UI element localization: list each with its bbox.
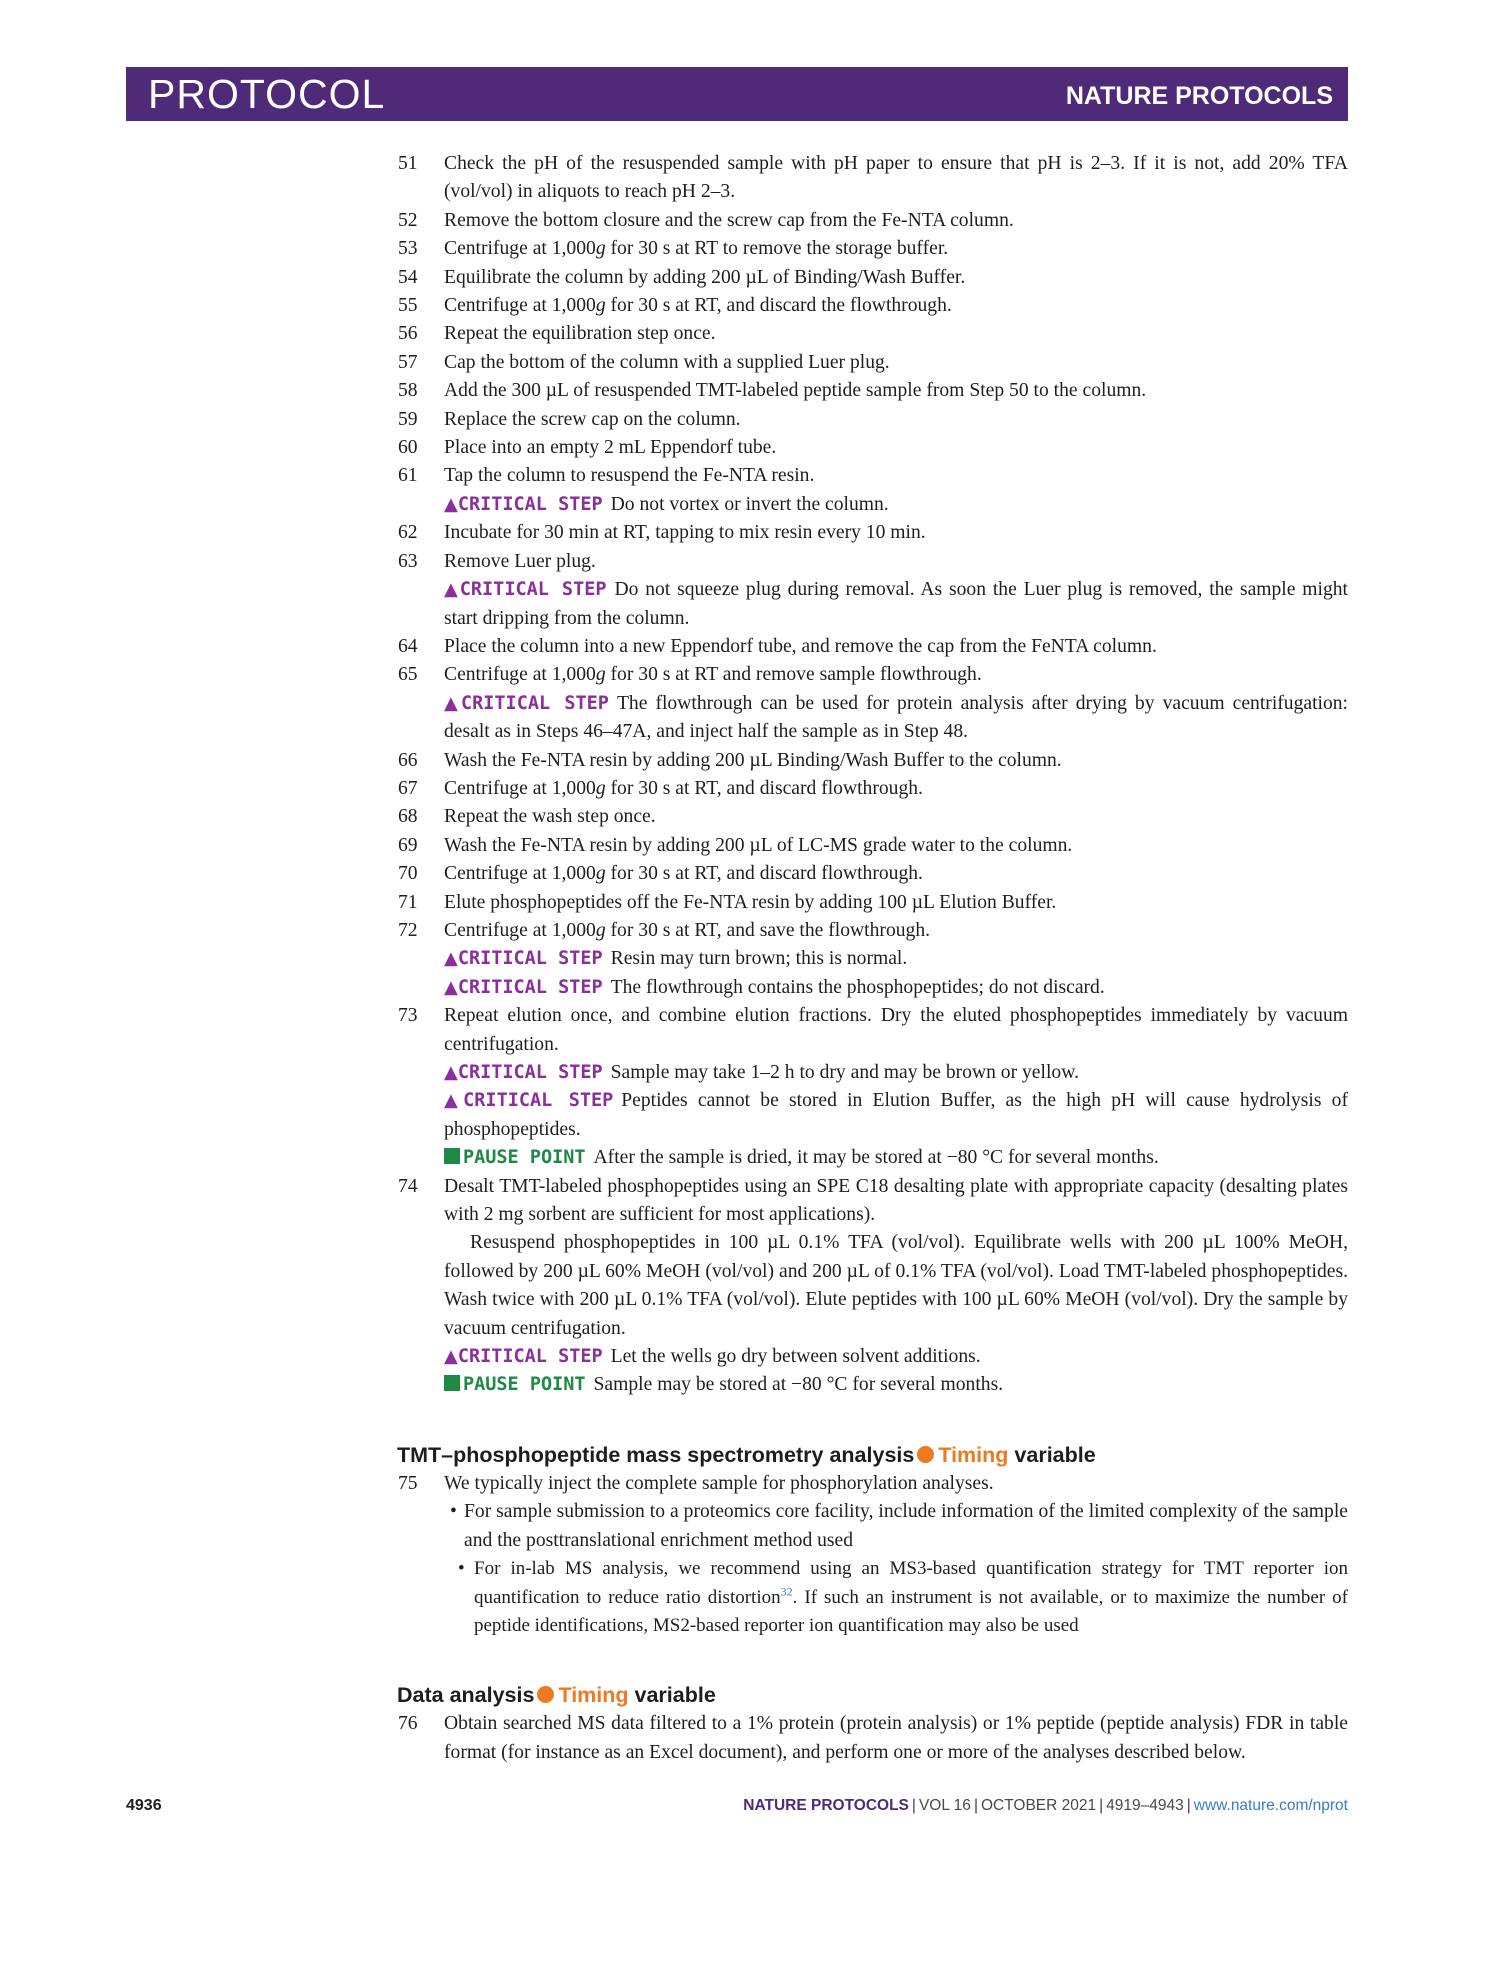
- step-number: 57: [398, 351, 418, 373]
- step-63: [398, 548, 1348, 576]
- step-number: 58: [398, 380, 418, 402]
- bullet-text: For sample submission to a proteomics core facility, include information of the limited complexity of the sample and the posttranslational enrichment method used: [464, 1501, 1348, 1551]
- step-71: [398, 889, 1348, 917]
- critical-step-note: [398, 945, 1348, 973]
- step-text: Centrifuge at 1,000: [444, 295, 596, 317]
- step-number: 76: [398, 1713, 418, 1735]
- section-heading-ms-analysis: [397, 1440, 1348, 1470]
- journal-name-header: NATURE PROTOCOLS: [1065, 82, 1333, 110]
- section-heading-data-analysis: [397, 1680, 1348, 1710]
- step-58: [398, 377, 1348, 405]
- footer-separator: |: [973, 1797, 978, 1814]
- step-number: 54: [398, 266, 418, 288]
- bullet-item: [450, 1498, 1348, 1555]
- step-61: [398, 462, 1348, 490]
- triangle-icon: ▲: [444, 1346, 458, 1368]
- step-number: 62: [398, 522, 418, 544]
- step-text: Repeat elution once, and combine elution fractions. Dry the eluted phosphopeptides immediately by vacuum centrifugation.: [444, 1005, 1348, 1055]
- critical-step-note: [398, 1059, 1348, 1087]
- critical-step-note: [398, 491, 1348, 519]
- footer-journal: NATURE PROTOCOLS: [743, 1797, 909, 1814]
- step-text: Centrifuge at 1,000: [444, 777, 596, 799]
- triangle-icon: ▲: [444, 692, 461, 714]
- bullet-item: [458, 1555, 1348, 1640]
- step-62: [398, 519, 1348, 547]
- step-text: Add the 300 µL of resuspended TMT-labeled peptide sample from Step 50 to the column.: [444, 380, 1147, 402]
- step-number: 51: [398, 153, 418, 174]
- pause-point-note: [398, 1371, 1348, 1399]
- triangle-icon: ▲: [444, 1090, 464, 1112]
- step-68: [398, 803, 1348, 831]
- step-text: Remove Luer plug.: [444, 550, 596, 572]
- note-text: The flowthrough can be used for protein analysis after drying by vacuum centrifugation: desalt as in Steps 46–47A, and inject half the sample as in Step 48.: [444, 692, 1349, 743]
- triangle-icon: ▲: [444, 1062, 458, 1083]
- critical-step-label: CRITICAL STEP: [457, 493, 603, 515]
- step-text: for 30 s at RT, and discard flowthrough.: [605, 863, 923, 885]
- step-69: [398, 832, 1348, 860]
- pause-point-label: PAUSE POINT: [463, 1147, 586, 1169]
- step-67: [398, 775, 1348, 803]
- footer-volume: VOL 16: [918, 1797, 971, 1814]
- bullet-text: For in-lab MS analysis, we recommend using an MS3-based quantification strategy for TMT reporter ion quantification to reduce ratio distortion: [474, 1558, 1348, 1608]
- procedure-body: [398, 150, 1348, 1767]
- step-number: 64: [398, 635, 418, 657]
- step-text: Desalt TMT-labeled phosphopeptides using an SPE C18 desalting plate with appropriate capacity (desalting plates with 2 mg sorbent are sufficient for most applications).: [444, 1175, 1348, 1226]
- triangle-icon: ▲: [444, 493, 458, 515]
- article-type-label: PROTOCOL: [148, 71, 386, 117]
- step-text: Centrifuge at 1,000: [444, 664, 596, 686]
- gravity-unit: g: [595, 238, 606, 260]
- step-text: for 30 s at RT and remove sample flowthrough.: [605, 664, 982, 686]
- step-73: [398, 1002, 1348, 1059]
- step-52: [398, 207, 1348, 235]
- footer-separator: |: [1186, 1797, 1191, 1814]
- step-text: for 30 s at RT, and discard the flowthrough.: [605, 295, 952, 317]
- section-title: TMT–phosphopeptide mass spectrometry analysis: [397, 1442, 915, 1467]
- step-text: Elute phosphopeptides off the Fe-NTA resin by adding 100 µL Elution Buffer.: [444, 891, 1057, 913]
- step-text: Place the column into a new Eppendorf tube, and remove the cap from the FeNTA column.: [444, 635, 1157, 657]
- step-51: [398, 150, 1348, 207]
- critical-step-label: CRITICAL STEP: [463, 1090, 614, 1112]
- note-text: After the sample is dried, it may be stored at −80 °C for several months.: [593, 1147, 1159, 1169]
- step-number: 59: [398, 408, 418, 430]
- page-number: 4936: [126, 1797, 162, 1814]
- step-number: 53: [398, 238, 418, 260]
- section-title: Data analysis: [397, 1683, 535, 1708]
- pause-point-label: PAUSE POINT: [463, 1374, 586, 1396]
- triangle-icon: ▲: [444, 579, 460, 601]
- timing-label: Timing: [558, 1683, 629, 1708]
- note-text: Do not vortex or invert the column.: [610, 493, 889, 515]
- step-number: 56: [398, 323, 418, 345]
- gravity-unit: g: [595, 919, 606, 941]
- triangle-icon: ▲: [444, 976, 458, 998]
- step-number: 65: [398, 664, 418, 686]
- critical-step-label: CRITICAL STEP: [459, 579, 607, 601]
- step-number: 70: [398, 863, 418, 885]
- step-text: Wash the Fe-NTA resin by adding 200 µL Binding/Wash Buffer to the column.: [444, 749, 1062, 771]
- step-54: [398, 264, 1348, 292]
- step-text: Place into an empty 2 mL Eppendorf tube.: [444, 437, 777, 459]
- journal-url-link[interactable]: www.nature.com/nprot: [1193, 1797, 1348, 1814]
- note-text: Let the wells go dry between solvent additions.: [610, 1346, 981, 1368]
- step-text: for 30 s at RT, and discard flowthrough.: [605, 777, 923, 799]
- step-number: 74: [398, 1175, 418, 1197]
- step-text: Remove the bottom closure and the screw cap from the Fe-NTA column.: [444, 209, 1014, 231]
- step-55: [398, 292, 1348, 320]
- critical-step-note: [398, 1343, 1348, 1371]
- step-number: 61: [398, 465, 418, 487]
- step-75: [398, 1470, 1348, 1498]
- step-text: Repeat the wash step once.: [444, 806, 656, 828]
- square-icon: [444, 1148, 460, 1164]
- step-text: Centrifuge at 1,000: [444, 238, 596, 260]
- footer-separator: |: [1099, 1797, 1104, 1814]
- critical-step-label: CRITICAL STEP: [457, 1346, 603, 1368]
- critical-step-label: CRITICAL STEP: [457, 976, 603, 998]
- step-text: Repeat the equilibration step once.: [444, 323, 716, 345]
- step-74: [398, 1173, 1348, 1230]
- step-66: [398, 747, 1348, 775]
- step-text: Cap the bottom of the column with a supplied Luer plug.: [444, 351, 890, 373]
- step-64: [398, 633, 1348, 661]
- critical-step-note: [398, 974, 1348, 1002]
- note-text: Sample may be stored at −80 °C for several months.: [593, 1374, 1004, 1396]
- note-text: Do not squeeze plug during removal. As soon the Luer plug is removed, the sample might start dripping from the column.: [444, 579, 1348, 629]
- step-text: Wash the Fe-NTA resin by adding 200 µL of LC-MS grade water to the column.: [444, 834, 1073, 856]
- footer-citation: [743, 1797, 1348, 1815]
- critical-step-note: [398, 576, 1348, 633]
- critical-step-label: CRITICAL STEP: [457, 1062, 603, 1083]
- step-56: [398, 320, 1348, 348]
- critical-step-note: [398, 1087, 1348, 1144]
- note-text: Sample may take 1–2 h to dry and may be brown or yellow.: [610, 1062, 1079, 1083]
- pause-point-note: [398, 1144, 1348, 1172]
- step-text: for 30 s at RT, and save the flowthrough.: [605, 919, 931, 941]
- step-60: [398, 434, 1348, 462]
- step-text: Obtain searched MS data filtered to a 1% protein (protein analysis) or 1% peptide (peptide analysis) FDR in table format (for instance as an Excel document), and perform one or more of the analyses described below.: [444, 1713, 1348, 1763]
- step-number: 68: [398, 806, 418, 828]
- step-53: [398, 235, 1348, 263]
- critical-step-label: CRITICAL STEP: [461, 692, 609, 714]
- timing-value: variable: [634, 1683, 716, 1708]
- footer-date: OCTOBER 2021: [980, 1797, 1097, 1814]
- critical-step-note: [398, 690, 1348, 747]
- step-number: 72: [398, 919, 418, 941]
- step-text: Equilibrate the column by adding 200 µL of Binding/Wash Buffer.: [444, 266, 966, 288]
- step-text: Replace the screw cap on the column.: [444, 408, 741, 430]
- header-banner: [126, 67, 1348, 121]
- timing-label: Timing: [938, 1442, 1009, 1467]
- step-57: [398, 349, 1348, 377]
- step-number: 55: [398, 295, 418, 317]
- bullet-text: . If such an instrument is not available, or to maximize the number of peptide identifications, MS2-based reporter ion quantification may also be used: [474, 1586, 1348, 1636]
- step-number: 67: [398, 777, 418, 799]
- step-text: Check the pH of the resuspended sample with pH paper to ensure that pH is 2–3. If it is not, add 20% TFA (vol/vol) in aliquots to reach pH 2–3.: [444, 153, 1348, 203]
- gravity-unit: g: [595, 295, 606, 317]
- footer-pages: 4919–4943: [1106, 1797, 1184, 1814]
- step-text: Incubate for 30 min at RT, tapping to mix resin every 10 min.: [444, 522, 926, 544]
- step-text: Centrifuge at 1,000: [444, 919, 596, 941]
- note-text: The flowthrough contains the phosphopeptides; do not discard.: [610, 976, 1105, 998]
- step-text: Centrifuge at 1,000: [444, 863, 596, 885]
- step-number: 52: [398, 209, 418, 231]
- step-65: [398, 661, 1348, 689]
- gravity-unit: g: [595, 777, 606, 799]
- step-number: 63: [398, 550, 418, 572]
- step-number: 66: [398, 749, 418, 771]
- step-text: for 30 s at RT to remove the storage buffer.: [605, 238, 949, 260]
- square-icon: [444, 1375, 460, 1391]
- step-number: 71: [398, 891, 418, 913]
- step-59: [398, 406, 1348, 434]
- triangle-icon: ▲: [444, 948, 458, 970]
- timing-value: variable: [1014, 1442, 1096, 1467]
- gravity-unit: g: [595, 863, 606, 885]
- step-number: 69: [398, 834, 418, 856]
- note-text: Peptides cannot be stored in Elution Buffer, as the high pH will cause hydrolysis of phosphopeptides.: [444, 1090, 1348, 1140]
- footer-separator: |: [911, 1797, 916, 1814]
- bullet-dot-icon: •: [458, 1558, 465, 1580]
- timing-dot-icon: [917, 1446, 934, 1463]
- step-number: 73: [398, 1005, 418, 1027]
- bullet-dot-icon: •: [450, 1501, 457, 1523]
- critical-step-label: CRITICAL STEP: [457, 948, 603, 970]
- timing-dot-icon: [537, 1686, 554, 1703]
- step-72: [398, 917, 1348, 945]
- reference-citation[interactable]: 32: [780, 1584, 793, 1599]
- step-number: 75: [398, 1472, 418, 1494]
- step-number: 60: [398, 437, 418, 459]
- gravity-unit: g: [595, 664, 606, 686]
- step-76: [398, 1710, 1348, 1767]
- step-text: Tap the column to resuspend the Fe-NTA resin.: [444, 465, 815, 487]
- note-text: Resin may turn brown; this is normal.: [610, 948, 908, 970]
- step-text: We typically inject the complete sample for phosphorylation analyses.: [444, 1472, 994, 1494]
- step-70: [398, 860, 1348, 888]
- step-74-paragraph: Resuspend phosphopeptides in 100 µL 0.1% TFA (vol/vol). Equilibrate wells with 200 µL 100% MeOH, followed by 200 µL 60% MeOH (vol/vol) and 200 µL of 0.1% TFA (vol/vol). Load TMT-labeled phosphopeptides. Wash twice with 200 µL 0.1% TFA (vol/vol). Elute peptides with 100 µL 60% MeOH (vol/vol). Dry the sample by vacuum centrifugation.: [444, 1232, 1348, 1339]
